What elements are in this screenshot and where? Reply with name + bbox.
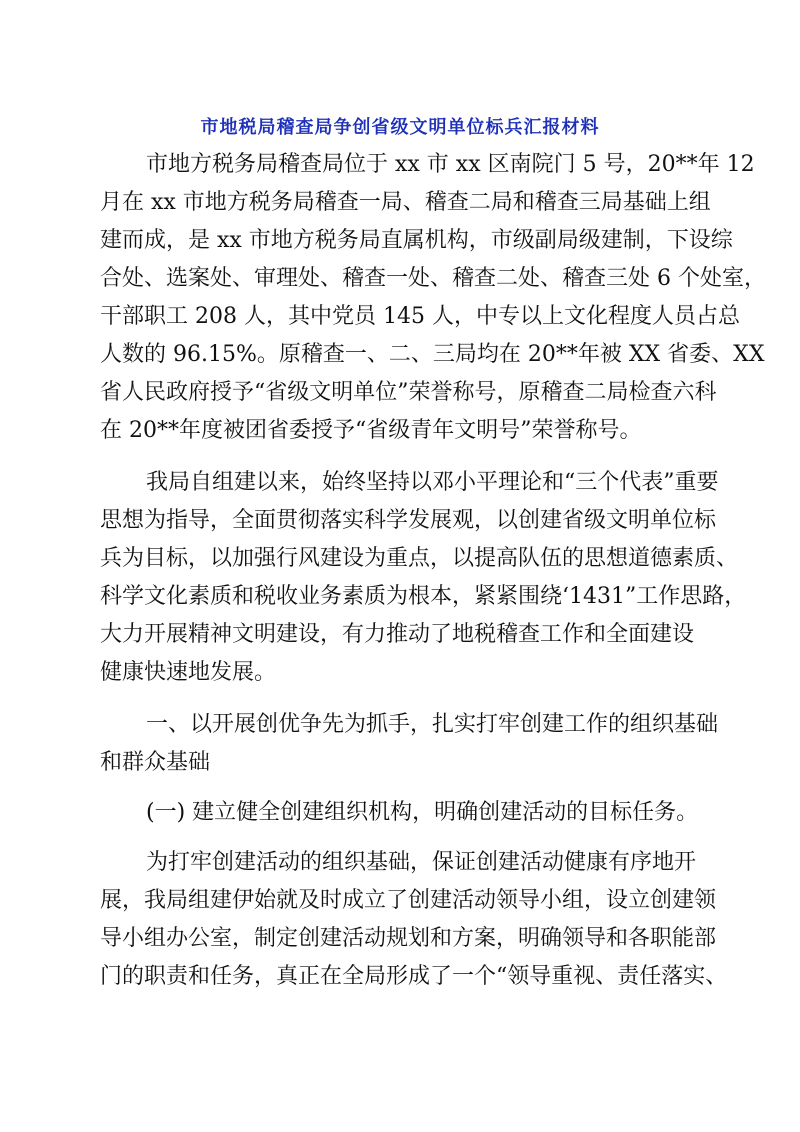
body-line: 合处、选案处、审理处、稽查一处、稽查二处、稽查三处 6 个处室， [100, 266, 766, 291]
body-line: 导小组办公室，制定创建活动规划和方案，明确领导和各职能部 [100, 926, 717, 951]
body-line: 市地方税务局稽查局位于 xx 市 xx 区南院门 5 号，20**年 12 [146, 152, 755, 177]
subsection-heading: (一) 建立健全创建组织机构，明确创建活动的目标任务。 [146, 800, 699, 825]
body-line: 建而成，是 xx 市地方税务局直属机构，市级副局级建制，下设综 [100, 228, 733, 253]
body-line: 月在 xx 市地方税务局稽查一局、稽查二局和稽查三局基础上组 [100, 190, 711, 215]
body-line: 展，我局组建伊始就及时成立了创建活动领导小组，设立创建领 [100, 888, 717, 913]
body-line: 干部职工 208 人，其中党员 145 人，中专以上文化程度人员占总 [100, 304, 740, 329]
body-line: 科学文化素质和税收业务素质为根本，紧紧围绕‘1431”工作思路， [100, 584, 747, 609]
body-line: 我局自组建以来，始终坚持以邓小平理论和“三个代表”重要 [146, 470, 719, 495]
body-line: 兵为目标，以加强行风建设为重点，以提高队伍的思想道德素质、 [100, 546, 739, 571]
body-line: 大力开展精神文明建设，有力推动了地税稽查工作和全面建设 [100, 622, 695, 647]
body-line: 省人民政府授予“省级文明单位”荣誉称号，原稽查二局检查六科 [100, 380, 717, 405]
body-line: 思想为指导，全面贯彻落实科学发展观，以创建省级文明单位标 [100, 508, 717, 533]
section-heading: 和群众基础 [100, 750, 211, 775]
document-title: 市地税局稽查局争创省级文明单位标兵汇报材料 [200, 117, 600, 138]
body-line: 门的职责和任务，真正在全局形成了一个“领导重视、责任落实、 [100, 964, 728, 989]
body-line: 健康快速地发展。 [100, 660, 277, 685]
body-line: 在 20**年度被团省委授予“省级青年文明号”荣誉称号。 [100, 418, 642, 443]
section-heading: 一、以开展创优争先为抓手，扎实打牢创建工作的组织基础 [146, 712, 719, 737]
body-line: 人数的 96.15%。原稽查一、二、三局均在 20**年被 XX 省委、XX [100, 342, 765, 367]
body-line: 为打牢创建活动的组织基础，保证创建活动健康有序地开 [146, 850, 697, 875]
